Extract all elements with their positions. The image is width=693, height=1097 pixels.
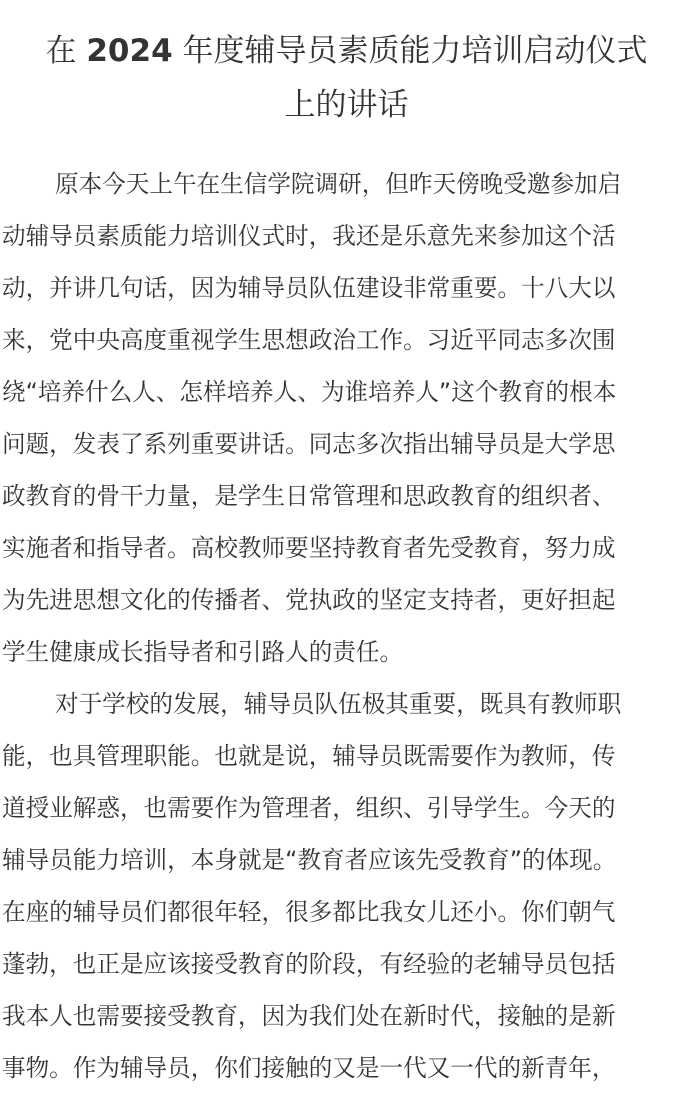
text-line: 原本今天上午在生信学院调研，但昨天傍晚受邀参加启 <box>55 170 622 198</box>
title-line-1 <box>46 33 648 69</box>
text-line: 能，也具管理职能。也就是说，辅导员既需要作为教师，传 <box>2 742 616 770</box>
text-line: 动辅导员素质能力培训仪式时，我还是乐意先来参加这个活 <box>2 222 616 250</box>
title-suffix: 年度辅导员素质能力培训启动仪式 <box>172 33 648 69</box>
text-line: 辅导员能力培训，本身就是“教育者应该先受教育”的体现。 <box>2 846 617 874</box>
text-line: 事物。作为辅导员，你们接触的又是一代又一代的新青年， <box>2 1054 616 1082</box>
text-line: 政教育的骨干力量，是学生日常管理和思政教育的组织者、 <box>2 482 616 510</box>
text-line: 在座的辅导员们都很年轻，很多都比我女儿还小。你们朝气 <box>2 898 616 926</box>
title-prefix: 在 <box>45 33 87 69</box>
paragraph-2 <box>2 678 692 1094</box>
text-line: 来，党中央高度重视学生思想政治工作。习近平同志多次围 <box>2 326 616 354</box>
text-line: 道授业解惑，也需要作为管理者，组织、引导学生。今天的 <box>2 794 616 822</box>
title-year: 2024 <box>86 33 173 69</box>
text-line: 蓬勃，也正是应该接受教育的阶段，有经验的老辅导员包括 <box>2 950 616 978</box>
text-line: 动，并讲几句话，因为辅导员队伍建设非常重要。十八大以 <box>2 274 616 302</box>
page-title <box>0 24 693 132</box>
paragraph-1 <box>2 158 692 678</box>
text-line: 实施者和指导者。高校教师要坚持教育者先受教育，努力成 <box>2 534 616 562</box>
title-line-2: 上的讲话 <box>284 87 409 123</box>
text-line: 绕“培养什么人、怎样培养人、为谁培养人”这个教育的根本 <box>2 378 617 406</box>
text-line: 对于学校的发展，辅导员队伍极其重要，既具有教师职 <box>55 690 622 718</box>
text-line: 学生健康成长指导者和引路人的责任。 <box>2 638 404 666</box>
text-line: 我本人也需要接受教育，因为我们处在新时代，接触的是新 <box>2 1002 616 1030</box>
text-line: 问题，发表了系列重要讲话。同志多次指出辅导员是大学思 <box>2 430 616 458</box>
document-body <box>2 158 692 1094</box>
text-line: 为先进思想文化的传播者、党执政的坚定支持者，更好担起 <box>2 586 616 614</box>
